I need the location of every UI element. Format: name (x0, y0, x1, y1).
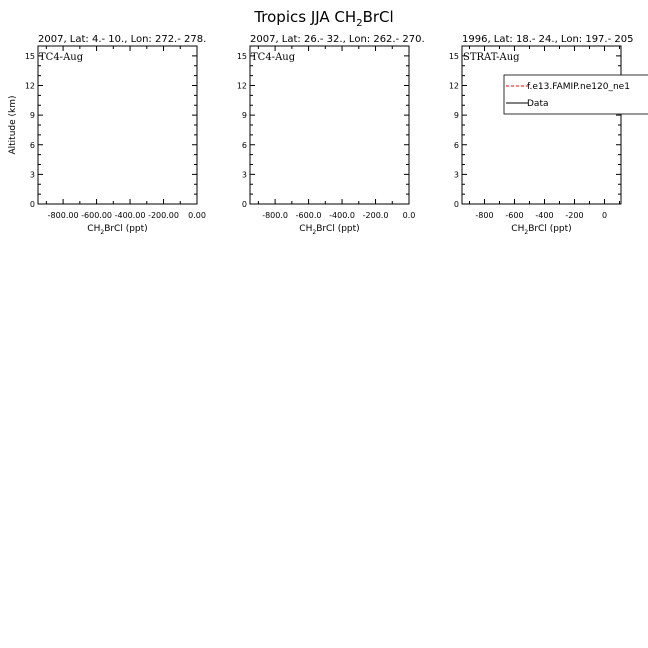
x-tick-label: -400.0 (329, 211, 355, 220)
panel-header: 1996, Lat: 18.- 24., Lon: 197.- 205 (462, 34, 634, 45)
y-tick-label: 3 (453, 170, 459, 180)
x-axis-label: $CH_2BrCl$ (ppt) (87, 224, 148, 236)
title-prefix: Tropics JJA CH (254, 8, 357, 26)
x-tick-label: -400.00 (114, 211, 146, 220)
x-tick-label: -200.0 (362, 211, 389, 220)
title-suffix: BrCl (362, 8, 394, 26)
y-tick-label: 12 (448, 81, 459, 91)
x-tick-label: -800 (475, 211, 494, 220)
x-axis-label: $CH_2BrCl$ (ppt) (511, 224, 572, 236)
panel-2 (237, 34, 425, 236)
y-tick-label: 9 (453, 111, 459, 121)
x-tick-label: 0.0 (402, 211, 416, 220)
plot-frame (38, 46, 197, 204)
y-tick-label: 15 (448, 51, 459, 61)
legend-entry: f.e13.FAMIP.ne120_ne1 (527, 82, 630, 92)
y-tick-label: 0 (29, 200, 35, 209)
legend-entry: Data (527, 99, 549, 109)
x-tick-label: -200.00 (148, 211, 179, 220)
y-tick-label: 0 (453, 200, 459, 209)
y-tick-label: 6 (453, 140, 459, 150)
y-tick-label: 6 (241, 140, 247, 150)
y-tick-label: 9 (29, 111, 35, 121)
x-tick-label: -600 (505, 211, 524, 220)
campaign-label: STRAT-Aug (463, 52, 520, 63)
panel-1 (8, 34, 206, 236)
x-tick-label: 0 (601, 211, 608, 220)
y-tick-label: 9 (241, 111, 247, 121)
y-tick-label: 3 (29, 170, 35, 180)
x-tick-label: -600.00 (81, 211, 113, 220)
campaign-label: TC4-Aug (39, 52, 84, 63)
x-tick-label: -400 (535, 211, 554, 220)
x-tick-label: -800.0 (262, 211, 289, 220)
panel-3 (449, 34, 648, 236)
x-tick-label: -600.0 (295, 211, 322, 220)
plot-frame (462, 46, 621, 204)
y-tick-label: 6 (29, 140, 35, 150)
x-tick-label: 0.00 (188, 211, 206, 220)
y-axis-label: Altitude (km) (8, 95, 18, 155)
legend-box (504, 75, 648, 114)
legend (504, 75, 648, 114)
plot-frame (250, 46, 409, 204)
y-tick-label: 12 (24, 81, 35, 91)
y-tick-label: 15 (236, 51, 247, 61)
y-tick-label: 12 (236, 81, 247, 91)
figure-title (253, 8, 393, 29)
x-tick-label: -200 (565, 211, 584, 220)
y-tick-label: 0 (241, 200, 247, 209)
y-tick-label: 15 (24, 51, 35, 61)
x-tick-label: -800.00 (47, 211, 79, 220)
title-subscript: 2 (356, 18, 363, 29)
campaign-label: TC4-Aug (251, 52, 296, 63)
y-tick-label: 3 (241, 170, 247, 180)
panel-header: 2007, Lat: 26.- 32., Lon: 262.- 270. (250, 34, 425, 45)
panel-header: 2007, Lat: 4.- 10., Lon: 272.- 278. (38, 34, 207, 45)
x-axis-label: $CH_2BrCl$ (ppt) (299, 224, 360, 236)
